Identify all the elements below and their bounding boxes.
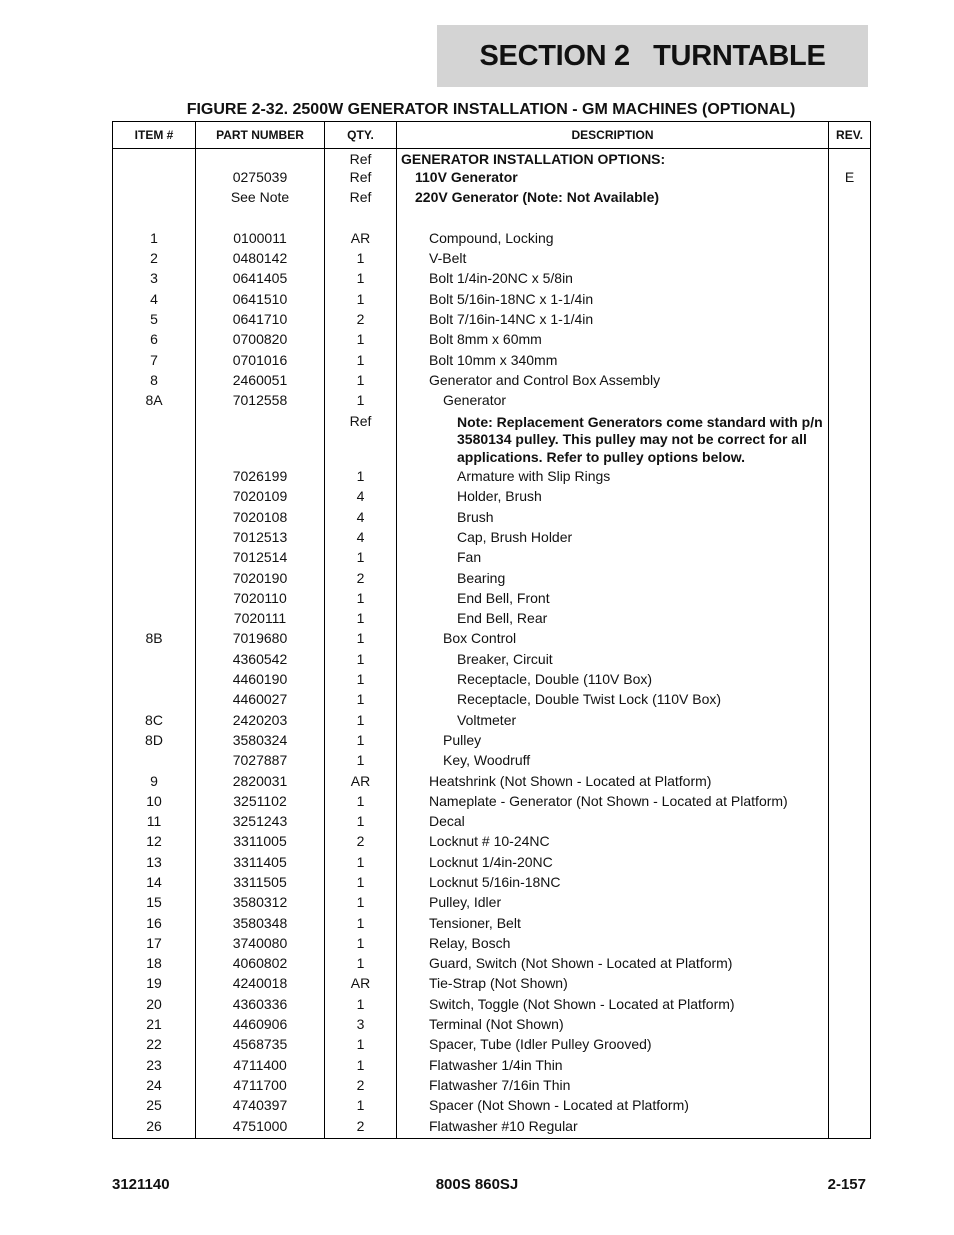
part-number-cell: 3580312 — [196, 894, 325, 914]
rev-cell — [829, 1097, 871, 1117]
rev-cell — [829, 975, 871, 995]
table-row — [113, 549, 871, 569]
rev-cell — [829, 1036, 871, 1056]
table-row — [113, 1016, 871, 1036]
rev-cell — [829, 610, 871, 630]
description-cell: Switch, Toggle (Not Shown - Located at Platform) — [397, 996, 829, 1016]
qty-cell: 1 — [325, 549, 397, 569]
part-number-cell: 7019680 — [196, 630, 325, 650]
table-row — [113, 570, 871, 590]
rev-cell — [829, 996, 871, 1016]
rev-cell — [829, 915, 871, 935]
qty-cell: 1 — [325, 250, 397, 270]
qty-cell: 1 — [325, 1097, 397, 1117]
description-cell: Key, Woodruff — [397, 752, 829, 772]
description-cell: Flatwasher #10 Regular — [397, 1118, 829, 1139]
part-number-cell: 7020108 — [196, 509, 325, 529]
qty-cell: 1 — [325, 331, 397, 351]
description-cell: Receptacle, Double Twist Lock (110V Box) — [397, 691, 829, 711]
col-header-description: DESCRIPTION — [397, 122, 829, 149]
rev-cell — [829, 773, 871, 793]
part-number-cell: 4711400 — [196, 1057, 325, 1077]
rev-cell — [829, 935, 871, 955]
item-cell: 17 — [113, 935, 196, 955]
table-row — [113, 250, 871, 270]
qty-cell: 1 — [325, 352, 397, 372]
footer-doc-number: 3121140 — [112, 1176, 170, 1193]
table-row — [113, 1077, 871, 1097]
description-cell: Tensioner, Belt — [397, 915, 829, 935]
qty-cell: 1 — [325, 894, 397, 914]
rev-cell — [829, 955, 871, 975]
table-row — [113, 854, 871, 874]
qty-cell: 1 — [325, 372, 397, 392]
table-row — [113, 488, 871, 508]
item-cell: 10 — [113, 793, 196, 813]
description-cell: 220V Generator (Note: Not Available) — [397, 189, 829, 209]
item-cell: 14 — [113, 874, 196, 894]
table-row — [113, 712, 871, 732]
qty-cell: 1 — [325, 793, 397, 813]
table-row — [113, 1057, 871, 1077]
description-cell: Relay, Bosch — [397, 935, 829, 955]
qty-cell: 1 — [325, 630, 397, 650]
part-number-cell: 4360336 — [196, 996, 325, 1016]
qty-cell: AR — [325, 773, 397, 793]
item-cell: 25 — [113, 1097, 196, 1117]
part-number-cell: 4460027 — [196, 691, 325, 711]
item-cell: 23 — [113, 1057, 196, 1077]
item-cell: 18 — [113, 955, 196, 975]
description-cell: Nameplate - Generator (Not Shown - Located at Platform) — [397, 793, 829, 813]
item-cell — [113, 488, 196, 508]
rev-cell — [829, 833, 871, 853]
item-cell: 11 — [113, 813, 196, 833]
part-number-cell: 0480142 — [196, 250, 325, 270]
item-cell: 19 — [113, 975, 196, 995]
table-row — [113, 691, 871, 711]
table-row — [113, 996, 871, 1016]
item-cell: 20 — [113, 996, 196, 1016]
rev-cell — [829, 732, 871, 752]
qty-cell: 1 — [325, 955, 397, 975]
description-cell: Locknut 5/16in-18NC — [397, 874, 829, 894]
item-cell — [113, 570, 196, 590]
description-cell: End Bell, Rear — [397, 610, 829, 630]
description-cell: Bolt 7/16in-14NC x 1-1/4in — [397, 311, 829, 331]
qty-cell: Ref — [325, 149, 397, 170]
description-cell: Spacer, Tube (Idler Pulley Grooved) — [397, 1036, 829, 1056]
qty-cell: 2 — [325, 833, 397, 853]
section-header — [437, 25, 868, 87]
rev-cell — [829, 250, 871, 270]
rev-cell — [829, 630, 871, 650]
item-cell: 12 — [113, 833, 196, 853]
item-cell: 8A — [113, 392, 196, 412]
table-row — [113, 773, 871, 793]
qty-cell — [325, 210, 397, 230]
qty-cell: 3 — [325, 1016, 397, 1036]
description-cell: Armature with Slip Rings — [397, 468, 829, 488]
qty-cell: 1 — [325, 1057, 397, 1077]
table-row — [113, 529, 871, 549]
part-number-cell: 7012558 — [196, 392, 325, 412]
description-cell: Bolt 8mm x 60mm — [397, 331, 829, 351]
description-cell: V-Belt — [397, 250, 829, 270]
rev-cell — [829, 372, 871, 392]
part-number-cell: 7020110 — [196, 590, 325, 610]
rev-cell — [829, 813, 871, 833]
description-cell: Bolt 10mm x 340mm — [397, 352, 829, 372]
description-cell: Decal — [397, 813, 829, 833]
part-number-cell: 4360542 — [196, 651, 325, 671]
table-row — [113, 793, 871, 813]
part-number-cell: 0641510 — [196, 291, 325, 311]
item-cell: 8D — [113, 732, 196, 752]
rev-cell — [829, 210, 871, 230]
rev-cell — [829, 413, 871, 469]
item-cell — [113, 210, 196, 230]
description-cell — [397, 210, 829, 230]
footer-page-number: 2-157 — [827, 1176, 866, 1193]
table-row — [113, 1036, 871, 1056]
rev-cell — [829, 570, 871, 590]
rev-cell — [829, 1057, 871, 1077]
qty-cell: AR — [325, 230, 397, 250]
rev-cell — [829, 1077, 871, 1097]
qty-cell: 1 — [325, 392, 397, 412]
description-cell: GENERATOR INSTALLATION OPTIONS: — [397, 149, 829, 170]
part-number-cell: 3740080 — [196, 935, 325, 955]
table-row — [113, 311, 871, 331]
item-cell — [113, 413, 196, 469]
part-number-cell: 7026199 — [196, 468, 325, 488]
qty-cell: 1 — [325, 915, 397, 935]
part-number-cell: 2820031 — [196, 773, 325, 793]
item-cell — [113, 509, 196, 529]
rev-cell — [829, 529, 871, 549]
item-cell: 21 — [113, 1016, 196, 1036]
part-number-cell: 7027887 — [196, 752, 325, 772]
table-row — [113, 610, 871, 630]
table-row — [113, 392, 871, 412]
qty-cell: 1 — [325, 935, 397, 955]
table-row — [113, 813, 871, 833]
part-number-cell: 4711700 — [196, 1077, 325, 1097]
item-cell — [113, 468, 196, 488]
qty-cell: 1 — [325, 996, 397, 1016]
rev-cell — [829, 691, 871, 711]
item-cell: 3 — [113, 270, 196, 290]
item-cell — [113, 691, 196, 711]
description-cell: Spacer (Not Shown - Located at Platform) — [397, 1097, 829, 1117]
part-number-cell: 4751000 — [196, 1118, 325, 1139]
table-row — [113, 1118, 871, 1139]
part-number-cell: 0275039 — [196, 169, 325, 189]
part-number-cell: 3251243 — [196, 813, 325, 833]
qty-cell: 1 — [325, 874, 397, 894]
qty-cell: 2 — [325, 1118, 397, 1139]
description-cell: Breaker, Circuit — [397, 651, 829, 671]
table-row — [113, 975, 871, 995]
qty-cell: 1 — [325, 854, 397, 874]
table-row — [113, 509, 871, 529]
col-header-part-number: PART NUMBER — [196, 122, 325, 149]
description-cell: Generator and Control Box Assembly — [397, 372, 829, 392]
rev-cell — [829, 671, 871, 691]
part-number-cell: 3311405 — [196, 854, 325, 874]
part-number-cell: 4460190 — [196, 671, 325, 691]
item-cell — [113, 590, 196, 610]
description-cell: Voltmeter — [397, 712, 829, 732]
description-cell: 110V Generator — [397, 169, 829, 189]
part-number-cell: See Note — [196, 189, 325, 209]
rev-cell — [829, 651, 871, 671]
table-row — [113, 955, 871, 975]
description-cell: Brush — [397, 509, 829, 529]
footer-model: 800S 860SJ — [435, 1176, 519, 1193]
qty-cell: 2 — [325, 1077, 397, 1097]
item-cell — [113, 610, 196, 630]
part-number-cell — [196, 210, 325, 230]
description-cell: Generator — [397, 392, 829, 412]
rev-cell — [829, 712, 871, 732]
table-row — [113, 189, 871, 209]
part-number-cell: 0100011 — [196, 230, 325, 250]
part-number-cell: 7020109 — [196, 488, 325, 508]
part-number-cell: 0641710 — [196, 311, 325, 331]
section-title: SECTION 2 TURNTABLE — [479, 39, 826, 72]
item-cell — [113, 549, 196, 569]
item-cell — [113, 529, 196, 549]
table-row — [113, 894, 871, 914]
part-number-cell: 4060802 — [196, 955, 325, 975]
qty-cell: Ref — [325, 413, 397, 469]
table-row — [113, 413, 871, 469]
col-header-qty: QTY. — [325, 122, 397, 149]
table-row — [113, 732, 871, 752]
table-row — [113, 169, 871, 189]
item-cell: 15 — [113, 894, 196, 914]
table-row — [113, 372, 871, 392]
item-cell: 16 — [113, 915, 196, 935]
rev-cell — [829, 270, 871, 290]
qty-cell: 1 — [325, 691, 397, 711]
part-number-cell: 7012513 — [196, 529, 325, 549]
parts-table — [112, 121, 871, 1139]
description-cell: Fan — [397, 549, 829, 569]
rev-cell — [829, 352, 871, 372]
rev-cell — [829, 468, 871, 488]
description-cell: Guard, Switch (Not Shown - Located at Platform) — [397, 955, 829, 975]
parts-table-body — [113, 149, 871, 1139]
part-number-cell: 3311005 — [196, 833, 325, 853]
table-row — [113, 935, 871, 955]
item-cell: 2 — [113, 250, 196, 270]
rev-cell — [829, 549, 871, 569]
qty-cell: 1 — [325, 468, 397, 488]
qty-cell: 1 — [325, 291, 397, 311]
description-cell: Pulley — [397, 732, 829, 752]
rev-cell — [829, 590, 871, 610]
table-row — [113, 149, 871, 170]
rev-cell — [829, 149, 871, 170]
description-cell: Flatwasher 1/4in Thin — [397, 1057, 829, 1077]
table-row — [113, 833, 871, 853]
qty-cell: 1 — [325, 590, 397, 610]
item-cell: 9 — [113, 773, 196, 793]
qty-cell: 4 — [325, 529, 397, 549]
qty-cell: AR — [325, 975, 397, 995]
item-cell: 22 — [113, 1036, 196, 1056]
description-cell: Bolt 5/16in-18NC x 1-1/4in — [397, 291, 829, 311]
rev-cell: E — [829, 169, 871, 189]
part-number-cell: 0700820 — [196, 331, 325, 351]
qty-cell: 1 — [325, 610, 397, 630]
item-cell — [113, 671, 196, 691]
part-number-cell: 4568735 — [196, 1036, 325, 1056]
table-row — [113, 874, 871, 894]
rev-cell — [829, 509, 871, 529]
qty-cell: 4 — [325, 488, 397, 508]
table-row — [113, 230, 871, 250]
table-row — [113, 331, 871, 351]
part-number-cell: 0701016 — [196, 352, 325, 372]
part-number-cell: 2460051 — [196, 372, 325, 392]
part-number-cell: 4240018 — [196, 975, 325, 995]
table-row — [113, 752, 871, 772]
qty-cell: 2 — [325, 311, 397, 331]
rev-cell — [829, 1016, 871, 1036]
col-header-item: ITEM # — [113, 122, 196, 149]
description-cell: Locknut 1/4in-20NC — [397, 854, 829, 874]
part-number-cell: 7020111 — [196, 610, 325, 630]
table-row — [113, 1097, 871, 1117]
qty-cell: 2 — [325, 570, 397, 590]
item-cell — [113, 651, 196, 671]
table-row — [113, 630, 871, 650]
table-row — [113, 352, 871, 372]
description-cell: Tie-Strap (Not Shown) — [397, 975, 829, 995]
table-row — [113, 270, 871, 290]
qty-cell: 1 — [325, 671, 397, 691]
item-cell: 5 — [113, 311, 196, 331]
part-number-cell: 7020190 — [196, 570, 325, 590]
part-number-cell: 3580348 — [196, 915, 325, 935]
item-cell — [113, 189, 196, 209]
item-cell — [113, 169, 196, 189]
item-cell: 7 — [113, 352, 196, 372]
description-cell: Box Control — [397, 630, 829, 650]
part-number-cell: 3580324 — [196, 732, 325, 752]
qty-cell: 1 — [325, 1036, 397, 1056]
part-number-cell: 4740397 — [196, 1097, 325, 1117]
table-header-row — [113, 122, 871, 149]
qty-cell: 1 — [325, 712, 397, 732]
part-number-cell: 4460906 — [196, 1016, 325, 1036]
rev-cell — [829, 854, 871, 874]
qty-cell: 1 — [325, 732, 397, 752]
rev-cell — [829, 230, 871, 250]
description-cell: Bearing — [397, 570, 829, 590]
rev-cell — [829, 894, 871, 914]
table-row — [113, 915, 871, 935]
item-cell: 6 — [113, 331, 196, 351]
figure-title: FIGURE 2-32. 2500W GENERATOR INSTALLATION - GM MACHINES (OPTIONAL) — [186, 101, 796, 118]
description-cell: Bolt 1/4in-20NC x 5/8in — [397, 270, 829, 290]
item-cell: 26 — [113, 1118, 196, 1139]
qty-cell: 1 — [325, 752, 397, 772]
part-number-cell — [196, 413, 325, 469]
part-number-cell — [196, 149, 325, 170]
description-cell: Holder, Brush — [397, 488, 829, 508]
description-cell: Compound, Locking — [397, 230, 829, 250]
item-cell — [113, 149, 196, 170]
table-row — [113, 651, 871, 671]
item-cell — [113, 752, 196, 772]
table-row — [113, 671, 871, 691]
qty-cell: Ref — [325, 189, 397, 209]
item-cell: 8C — [113, 712, 196, 732]
part-number-cell: 7012514 — [196, 549, 325, 569]
item-cell: 24 — [113, 1077, 196, 1097]
description-cell: Pulley, Idler — [397, 894, 829, 914]
table-row — [113, 291, 871, 311]
rev-cell — [829, 331, 871, 351]
rev-cell — [829, 311, 871, 331]
table-row — [113, 468, 871, 488]
description-cell: Heatshrink (Not Shown - Located at Platform) — [397, 773, 829, 793]
item-cell: 13 — [113, 854, 196, 874]
item-cell: 8 — [113, 372, 196, 392]
qty-cell: 1 — [325, 270, 397, 290]
part-number-cell: 3311505 — [196, 874, 325, 894]
qty-cell: 1 — [325, 813, 397, 833]
table-row — [113, 210, 871, 230]
description-cell: Terminal (Not Shown) — [397, 1016, 829, 1036]
rev-cell — [829, 1118, 871, 1139]
description-cell: Locknut # 10-24NC — [397, 833, 829, 853]
rev-cell — [829, 793, 871, 813]
qty-cell: Ref — [325, 169, 397, 189]
part-number-cell: 3251102 — [196, 793, 325, 813]
rev-cell — [829, 752, 871, 772]
col-header-rev: REV. — [829, 122, 871, 149]
rev-cell — [829, 189, 871, 209]
rev-cell — [829, 291, 871, 311]
rev-cell — [829, 874, 871, 894]
table-row — [113, 590, 871, 610]
item-cell: 4 — [113, 291, 196, 311]
qty-cell: 1 — [325, 651, 397, 671]
description-cell: Cap, Brush Holder — [397, 529, 829, 549]
item-cell: 1 — [113, 230, 196, 250]
item-cell: 8B — [113, 630, 196, 650]
description-cell: Note: Replacement Generators come standard with p/n 3580134 pulley. This pulley may not be correct for all applications. Refer to pulley options below. — [397, 413, 829, 469]
description-cell: Flatwasher 7/16in Thin — [397, 1077, 829, 1097]
description-cell: Receptacle, Double (110V Box) — [397, 671, 829, 691]
rev-cell — [829, 392, 871, 412]
rev-cell — [829, 488, 871, 508]
part-number-cell: 0641405 — [196, 270, 325, 290]
part-number-cell: 2420203 — [196, 712, 325, 732]
description-cell: End Bell, Front — [397, 590, 829, 610]
qty-cell: 4 — [325, 509, 397, 529]
